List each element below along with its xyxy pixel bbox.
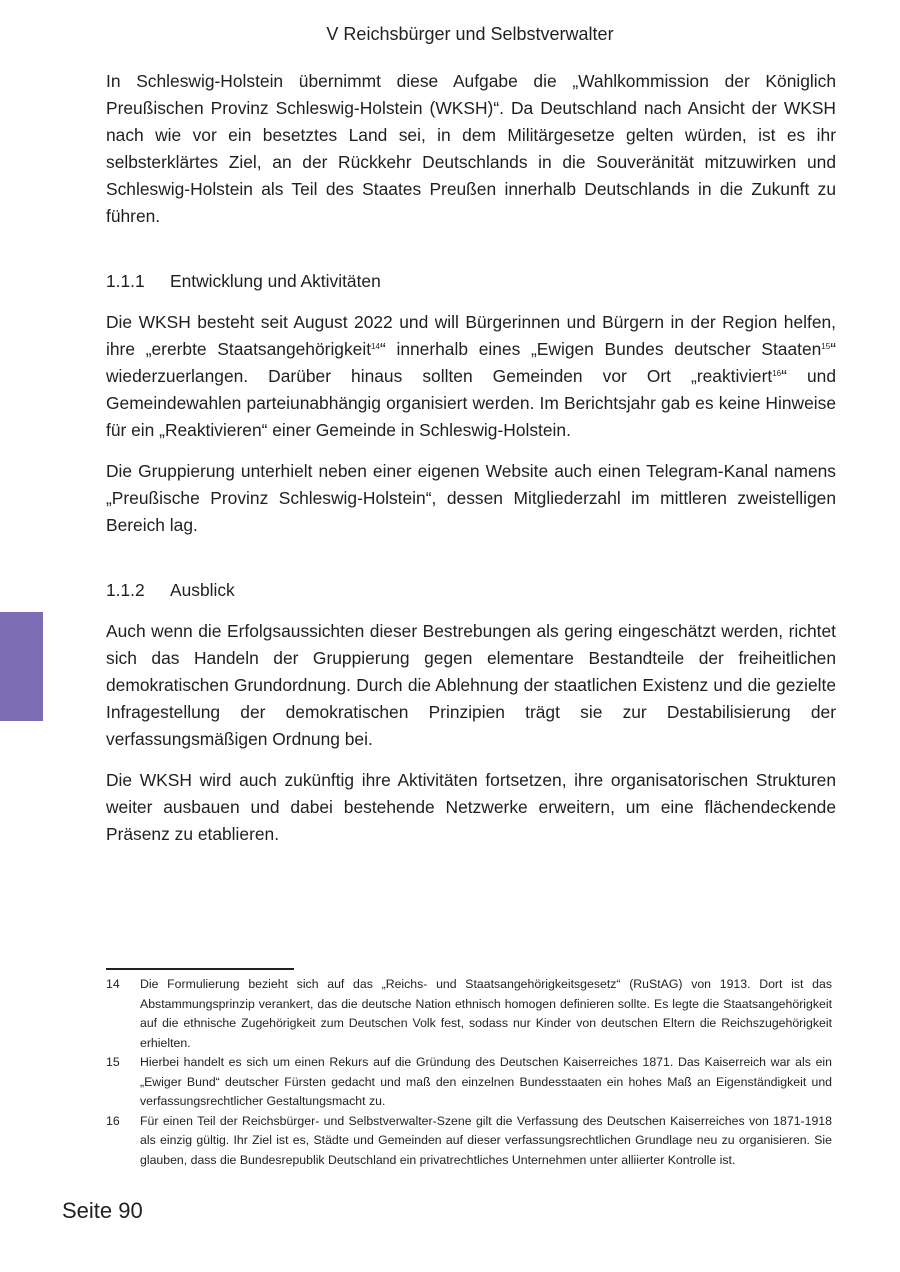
text-run: “ und Gemeindewahlen parteiunabhängig organisiert werden. Im Berichtsjahr gab es keine Hinweise für ein „Reaktivieren“ einer Gemeinde in Schleswig-Holstein. <box>106 366 837 440</box>
page-number: Seite 90 <box>62 1198 143 1223</box>
text-run: “ innerhalb eines „Ewigen Bundes deutscher Staaten <box>379 339 822 359</box>
footnotes <box>106 975 832 1170</box>
intro-paragraph: In Schleswig-Holstein übernimmt diese Aufgabe die „Wahlkommission der Königlich Preußischen Provinz Schleswig-Holstein (WKSH)“. Da Deutschland nach Ansicht der WKSH nach wie vor ein besetztes Land sei, in dem Militärgesetze gelten würden, ist es ihr selbsterklärtes Ziel, an der Rückkehr Deutschlands in die Souveränität mitzuwirken und Schleswig-Holstein als Teil des Staates Preußen innerhalb Deutschlands in die Zukunft zu führen. <box>106 71 836 226</box>
main-content <box>106 68 836 848</box>
footnote-ref-14[interactable]: 14 <box>371 342 380 351</box>
footnote-divider <box>106 968 294 970</box>
section-1-paragraph-2: Die Gruppierung unterhielt neben einer eigenen Website auch einen Telegram-Kanal namens „Preußische Provinz Schleswig-Holstein“, dessen Mitgliederzahl im mittleren zweistelligen Bereich lag. <box>106 461 836 535</box>
section-2-paragraph-2: Die WKSH wird auch zukünftig ihre Aktivitäten fortsetzen, ihre organisatorischen Strukturen weiter ausbauen und dabei bestehende Netzwerke erweitern, um eine flächendeckende Präsenz zu etablieren. <box>106 770 836 844</box>
section-heading-1-1-2 <box>106 577 836 604</box>
chapter-side-tab <box>0 612 43 721</box>
footnote-text: Die Formulierung bezieht sich auf das „Reichs- und Staatsangehörigkeitsgesetz“ (RuStAG) von 1913. Dort ist das Abstammungsprinzip verankert, das die deutsche Nation ethnisch homogen definieren sollte. Es legte die Staatsangehörigkeit auf die ethnische Zugehörigkeit zum Deutschen Volk fest, sodass nur Kinder von deutschen Eltern die Reichszugehörigkeit erhielten. <box>140 977 832 1050</box>
section-title: Ausblick <box>170 580 235 600</box>
running-head-title: V Reichsbürger und Selbstverwalter <box>326 24 614 44</box>
footnote-14 <box>106 975 832 1053</box>
footnote-ref-15[interactable]: 15 <box>821 342 831 351</box>
section-title: Entwicklung und Aktivitäten <box>170 271 381 291</box>
section-heading-1-1-1 <box>106 268 836 295</box>
section-number: 1.1.2 <box>106 580 145 600</box>
footnote-number: 15 <box>106 1055 120 1069</box>
section-2-paragraph-1: Auch wenn die Erfolgsaussichten dieser Bestrebungen als gering eingeschätzt werden, richtet sich das Handeln der Gruppierung gegen elementare Bestandteile der freiheitlichen demokratischen Grundordnung. Durch die Ablehnung der staatlichen Existenz und die gezielte Infragestellung der demokratischen Prinzipien trägt sie zur Destabilisierung der verfassungsmäßigen Ordnung bei. <box>106 621 836 749</box>
text-run: Die WKSH besteht seit August 2022 und will Bürgerinnen und Bürgern in der Region helfen, ihre „ererbte Staatsangehörigkeit <box>106 312 836 359</box>
footnote-text: Für einen Teil der Reichsbürger- und Selbstverwalter-Szene gilt die Verfassung des Deutschen Kaiserreiches von 1871-1918 als einzig gültig. Ihr Ziel ist es, Städte und Gemeinden auf dieser verfassungsrechtlichen Grundlage neu zu organisieren. Sie glauben, dass die Bundesrepublik Deutschland ein privatrechtliches Unternehmen unter alliierter Kontrolle ist. <box>140 1113 832 1167</box>
footnote-number: 16 <box>106 1113 120 1128</box>
text-run: “ wiederzuerlangen. Darüber hinaus sollten Gemeinden vor Ort „reaktiviert <box>106 339 836 386</box>
section-number: 1.1.1 <box>106 271 145 291</box>
footnote-number: 14 <box>106 977 120 991</box>
footnote-15 <box>106 1053 832 1112</box>
footnote-text: Hierbei handelt es sich um einen Rekurs auf die Gründung des Deutschen Kaiserreiches 1871. Das Kaiserreich war als ein „Ewiger Bund“ deutscher Fürsten gedacht und maß den einzelnen Bundesstaaten ein hohes Maß an Eigenständigkeit und verfassungsrechtlicher Gestaltungsmacht zu. <box>140 1055 832 1108</box>
section-1-paragraph-1 <box>106 309 836 444</box>
footnote-16 <box>106 1112 832 1171</box>
footnote-ref-16[interactable]: 16 <box>772 369 782 378</box>
